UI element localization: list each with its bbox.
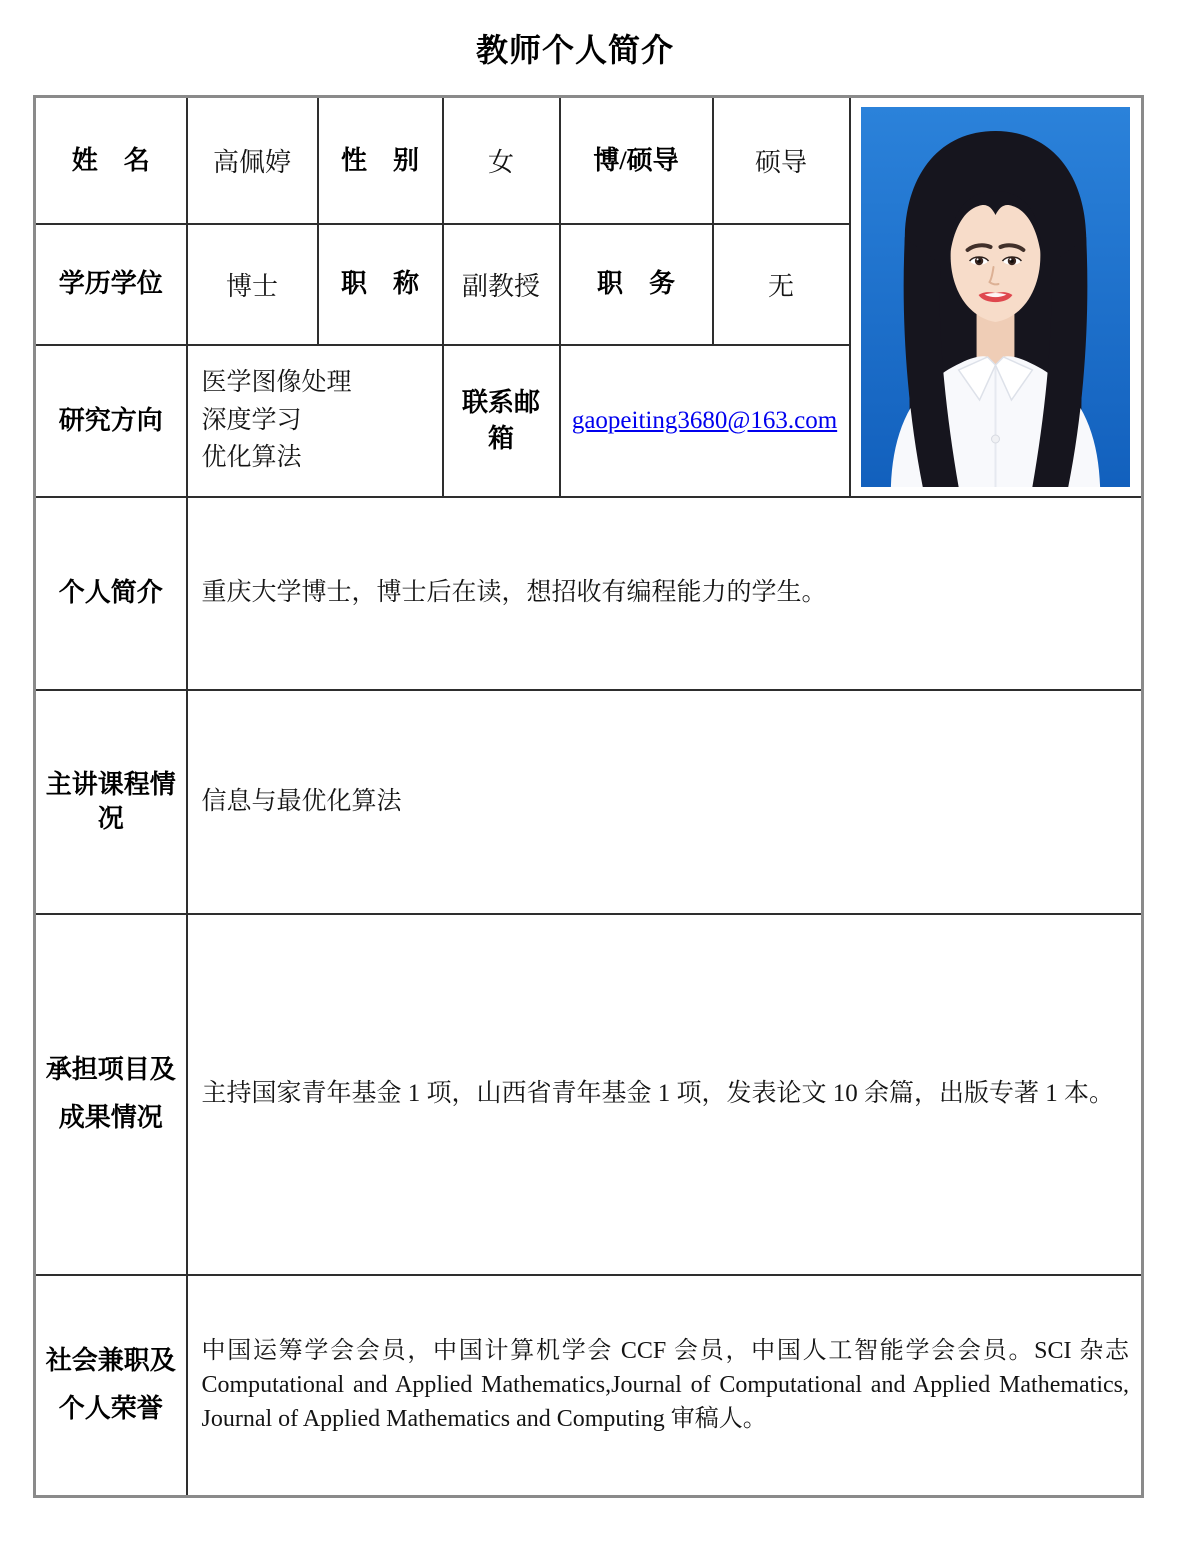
- name-label: 姓 名: [35, 97, 187, 224]
- photo-cell: [850, 97, 1143, 497]
- prof-title-label: 职 称: [318, 224, 443, 345]
- page-title: 教师个人简介: [475, 32, 674, 68]
- honors-label: 社会兼职及个人荣誉: [35, 1275, 187, 1497]
- research-line-3: 优化算法: [201, 444, 302, 472]
- projects-value: 主持国家青年基金 1 项，山西省青年基金 1 项，发表论文 10 余篇，出版专著 1 本。: [187, 914, 1143, 1275]
- projects-label: 承担项目及成果情况: [35, 914, 187, 1275]
- gender-value: 女: [443, 97, 560, 224]
- mentor-value: 硕导: [713, 97, 850, 224]
- profile-value: 重庆大学博士，博士后在读，想招收有编程能力的学生。: [187, 497, 1143, 690]
- courses-label: 主讲课程情况: [35, 690, 187, 914]
- profile-label: 个人简介: [35, 497, 187, 690]
- duty-value: 无: [713, 224, 850, 345]
- research-line-1: 医学图像处理: [201, 369, 352, 397]
- research-line-2: 深度学习: [201, 406, 302, 434]
- research-value: [187, 345, 443, 497]
- email-link[interactable]: gaopeiting3680@163.com: [571, 406, 838, 434]
- courses-value: 信息与最优化算法: [187, 690, 1143, 914]
- email-label: 联系邮箱: [443, 345, 560, 497]
- degree-label: 学历学位: [35, 224, 187, 345]
- row-profile: [35, 497, 1143, 690]
- honors-value: 中国运筹学会会员，中国计算机学会 CCF 会员，中国人工智能学会会员。SCI 杂志 Computational and Applied Mathematics,Journal of Computational and Applied Mathematics, Journal of Applied Mathematics and Computing 审稿人。: [187, 1275, 1143, 1497]
- degree-value: 博士: [187, 224, 318, 345]
- teacher-profile-table: [33, 95, 1144, 1498]
- mentor-label: 博/硕导: [560, 97, 713, 224]
- name-value: 高佩婷: [187, 97, 318, 224]
- prof-title-value: 副教授: [443, 224, 560, 345]
- row-courses: [35, 690, 1143, 914]
- row-name-gender: [35, 97, 1143, 224]
- row-projects: [35, 914, 1143, 1275]
- research-label: 研究方向: [35, 345, 187, 497]
- row-honors: [35, 1275, 1143, 1497]
- id-photo: [861, 107, 1130, 487]
- duty-label: 职 务: [560, 224, 713, 345]
- email-cell: [560, 345, 850, 497]
- gender-label: 性 别: [318, 97, 443, 224]
